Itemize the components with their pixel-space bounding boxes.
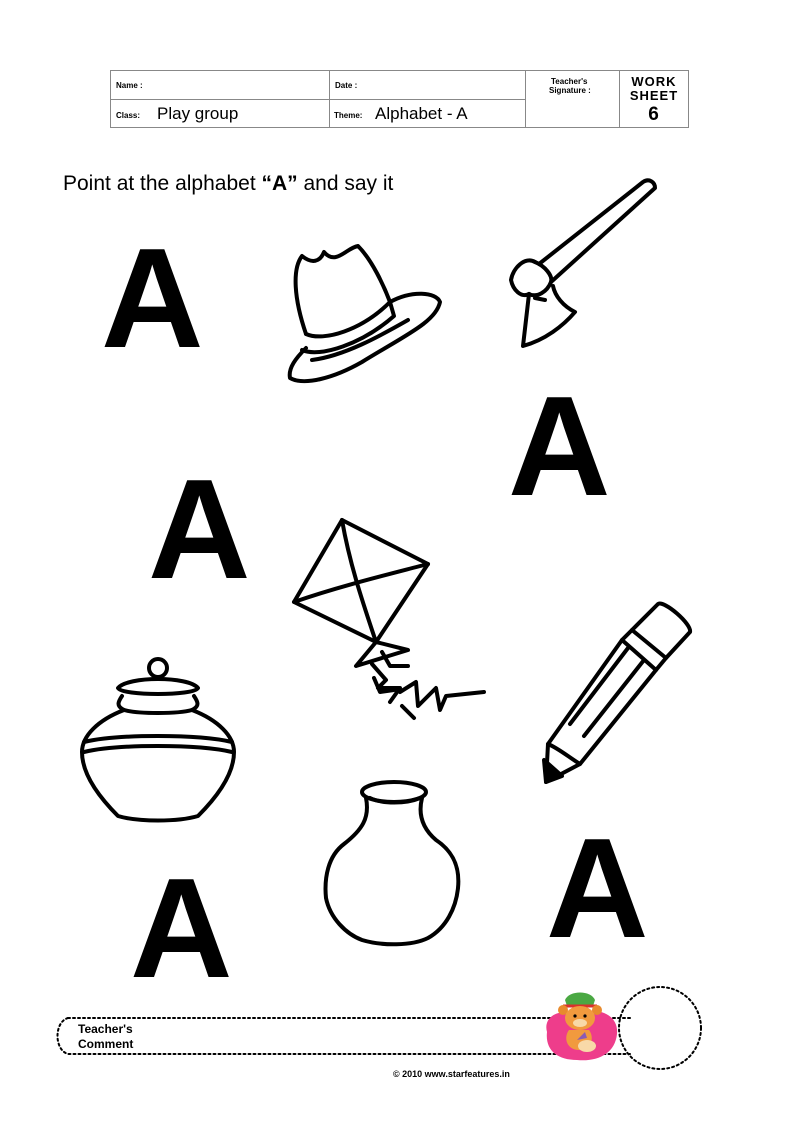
date-label: Date : xyxy=(335,81,358,90)
teacher-comment-label-2: Comment xyxy=(78,1037,134,1051)
letter-a-3: A xyxy=(148,450,251,609)
bear-mascot-icon xyxy=(541,988,621,1064)
axe-icon xyxy=(505,176,659,348)
worksheet-number: 6 xyxy=(648,104,660,125)
copyright-text: © 2010 www.starfeatures.in xyxy=(393,1069,510,1079)
name-label: Name : xyxy=(116,81,143,90)
class-cell xyxy=(111,100,330,128)
letter-a-5: A xyxy=(130,849,233,1008)
worksheet-line2: SHEET xyxy=(629,88,679,103)
instruction-text xyxy=(63,172,393,196)
letter-a-2: A xyxy=(508,367,611,526)
pencil-icon xyxy=(540,600,695,788)
worksheet-line1: WORK xyxy=(631,74,677,89)
theme-cell xyxy=(330,100,526,128)
vase-icon xyxy=(322,778,462,946)
letter-a-4: A xyxy=(546,809,649,968)
worksheet-cell xyxy=(620,71,688,128)
header-table xyxy=(110,70,689,128)
name-cell xyxy=(111,71,330,100)
class-value: Play group xyxy=(157,104,239,123)
theme-label: Theme: xyxy=(334,111,363,120)
instruction-letter: “A” xyxy=(261,172,298,195)
pot-icon xyxy=(78,656,238,824)
class-label: Class: xyxy=(116,111,141,120)
date-cell xyxy=(330,71,526,100)
instruction-prefix: Point at the alphabet xyxy=(63,172,262,195)
teacher-signature-label-1: Teacher's xyxy=(551,77,588,86)
theme-value: Alphabet - A xyxy=(375,104,468,123)
hat-icon xyxy=(284,244,446,386)
teacher-signature-cell xyxy=(526,71,620,128)
teacher-comment-label-1: Teacher's xyxy=(78,1022,133,1036)
teacher-signature-label-2: Signature : xyxy=(549,86,591,95)
letter-a-1: A xyxy=(101,219,204,378)
kite-icon xyxy=(290,516,490,722)
instruction-suffix: and say it xyxy=(297,172,394,195)
